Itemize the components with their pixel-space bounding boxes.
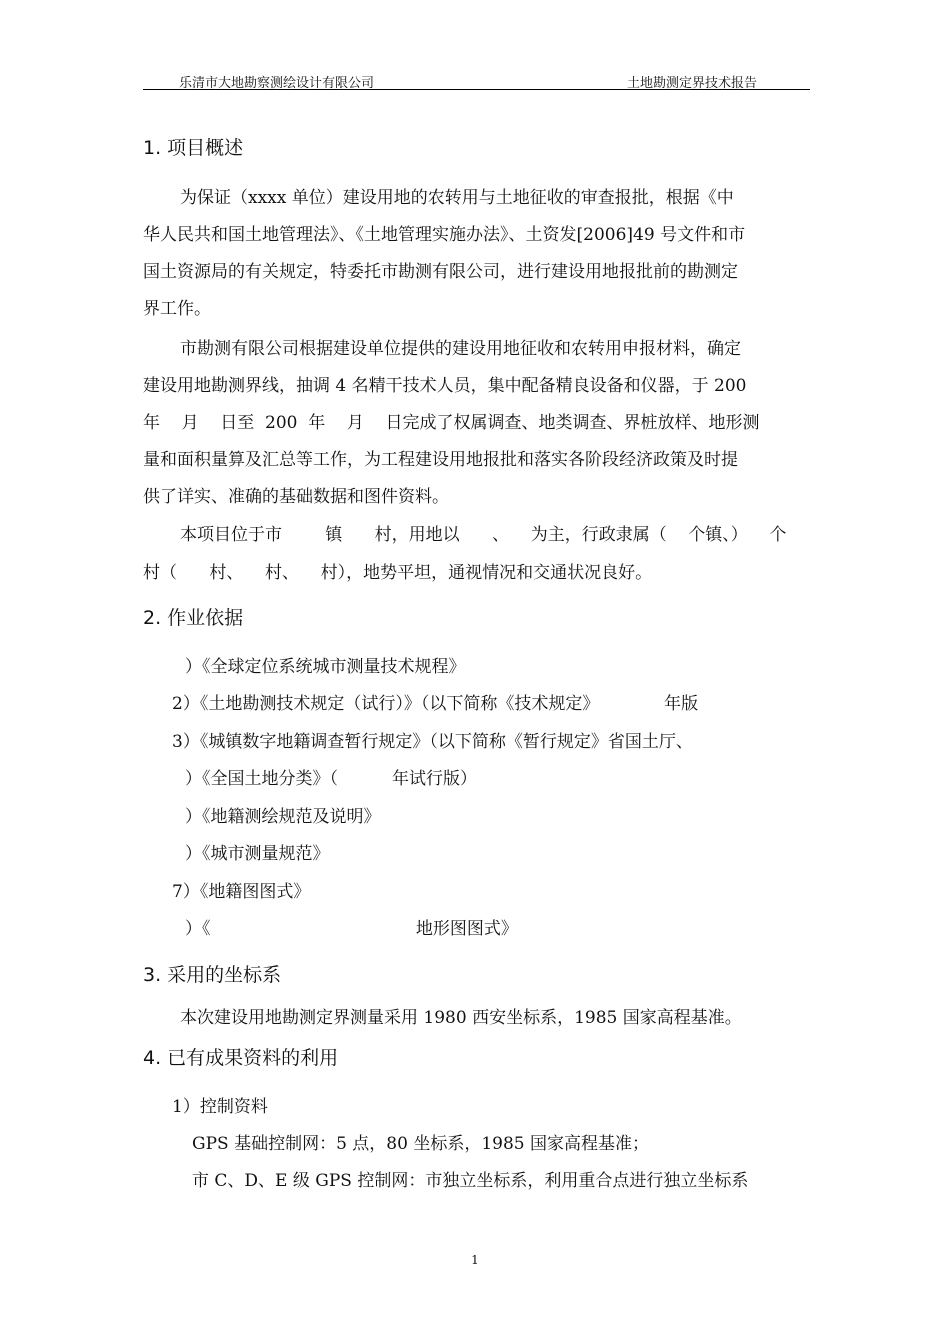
section-heading-existing-data: 4. 已有成果资料的利用: [143, 1047, 339, 1069]
paragraph-line: 年 月 日至 200 年 月 日完成了权属调查、地类调查、界桩放样、地形测: [143, 413, 760, 433]
paragraph-line: 华人民共和国土地管理法》、《土地管理实施办法》、土资发[2006]49 号文件和市: [143, 225, 746, 245]
paragraph-line: GPS 基础控制网：5 点，80 坐标系，1985 国家高程基准；: [192, 1134, 649, 1154]
paragraph-line: 村（ 村、 村、 村），地势平坦，通视情况和交通状况良好。: [143, 563, 653, 583]
list-item: ）《 地形图图式》: [185, 919, 518, 939]
header-rule: [143, 89, 810, 90]
header-report-title: 土地勘测定界技术报告: [627, 76, 758, 91]
paragraph-line: 界工作。: [143, 299, 211, 319]
list-item: ）《全国土地分类》（ 年试行版）: [185, 769, 478, 789]
section-heading-overview: 1. 项目概述: [143, 137, 244, 159]
paragraph-line: 本项目位于市 镇 村，用地以 、 为主，行政隶属（ 个镇、） 个: [180, 525, 787, 545]
list-item: 1）控制资料: [172, 1097, 268, 1117]
section-heading-coordinate-system: 3. 采用的坐标系: [143, 964, 282, 986]
paragraph-line: 建设用地勘测界线，抽调 4 名精干技术人员，集中配备精良设备和仪器，于 200: [143, 376, 747, 396]
paragraph-line: 量和面积量算及汇总等工作，为工程建设用地报批和落实各阶段经济政策及时提: [143, 450, 738, 470]
paragraph-line: 国土资源局的有关规定，特委托市勘测有限公司，进行建设用地报批前的勘测定: [143, 262, 738, 282]
paragraph-line: 本次建设用地勘测定界测量采用 1980 西安坐标系，1985 国家高程基准。: [180, 1008, 742, 1028]
list-item: 2）《土地勘测技术规定（试行）》（以下简称《技术规定》 年版: [172, 694, 699, 714]
list-item: ）《城市测量规范》: [185, 844, 330, 864]
list-item: 7）《地籍图图式》: [172, 882, 311, 902]
header-company: 乐清市大地勘察测绘设计有限公司: [179, 76, 375, 91]
list-item: ）《全球定位系统城市测量技术规程》: [185, 657, 466, 677]
paragraph-line: 为保证（xxxx 单位）建设用地的农转用与土地征收的审查报批，根据《中: [180, 188, 734, 208]
page-number: 1: [471, 1253, 479, 1267]
paragraph-line: 供了详实、准确的基础数据和图件资料。: [143, 487, 449, 507]
paragraph-line: 市勘测有限公司根据建设单位提供的建设用地征收和农转用申报材料，确定: [180, 339, 741, 359]
section-heading-basis: 2. 作业依据: [143, 607, 244, 629]
paragraph-line: 市 C、D、E 级 GPS 控制网：市独立坐标系，利用重合点进行独立坐标系: [192, 1171, 749, 1191]
list-item: 3）《城镇数字地籍调查暂行规定》（以下简称《暂行规定》省国土厅、: [172, 732, 693, 752]
list-item: ）《地籍测绘规范及说明》: [185, 807, 381, 827]
